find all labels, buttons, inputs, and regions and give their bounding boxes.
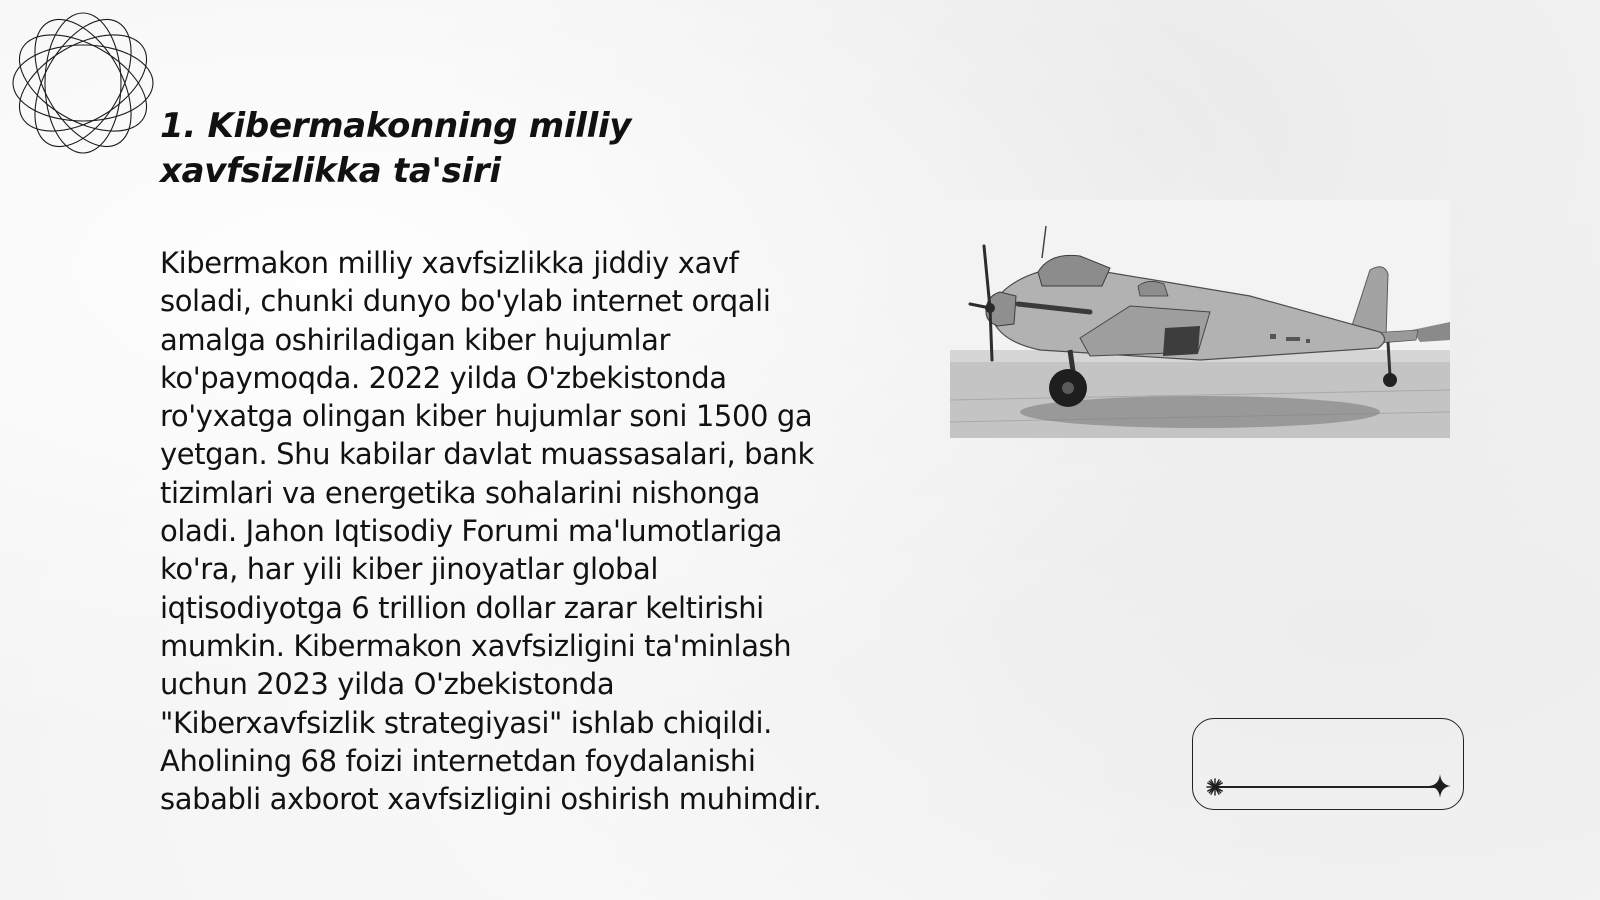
slide-title: 1. Kibermakonning milliy xavfsizlikka ta'siri <box>160 106 632 191</box>
decorative-rounded-box <box>1192 718 1464 810</box>
slide-body-text: Kibermakon milliy xavfsizlikka jiddiy xavf soladi, chunki dunyo bo'ylab internet orqali amalga oshiriladigan kiber hujumlar ko'paymoqda. 2022 yilda O'zbekistonda ro'yxatga olingan kiber hujumlar soni 1500 ga yetgan. Shu kabilar davlat muassasalari, bank tizimlari va energetika sohalarini nishonga oladi. Jahon Iqtisodiy Forumi ma'lumotlariga ko'ra, har yili kiber jinoyatlar global iqtisodiyotga 6 trillion dollar zarar keltirishi mumkin. Kibermakon xavfsizligini ta'minlash uchun 2023 yilda O'zbekistonda "Kiberxavfsizlik strategiyasi" ishlab chiqildi. Aholining 68 foizi internetdan foydalanishi sababli axborot xavfsizligini oshirish muhimdir. <box>160 246 822 817</box>
aircraft-illustration <box>950 200 1450 438</box>
starburst-icon <box>1206 778 1224 796</box>
sparkle-icon <box>1429 774 1451 798</box>
decorative-line <box>1215 786 1440 788</box>
circle-ornament-icon <box>10 10 156 156</box>
aircraft-photo <box>950 200 1450 438</box>
